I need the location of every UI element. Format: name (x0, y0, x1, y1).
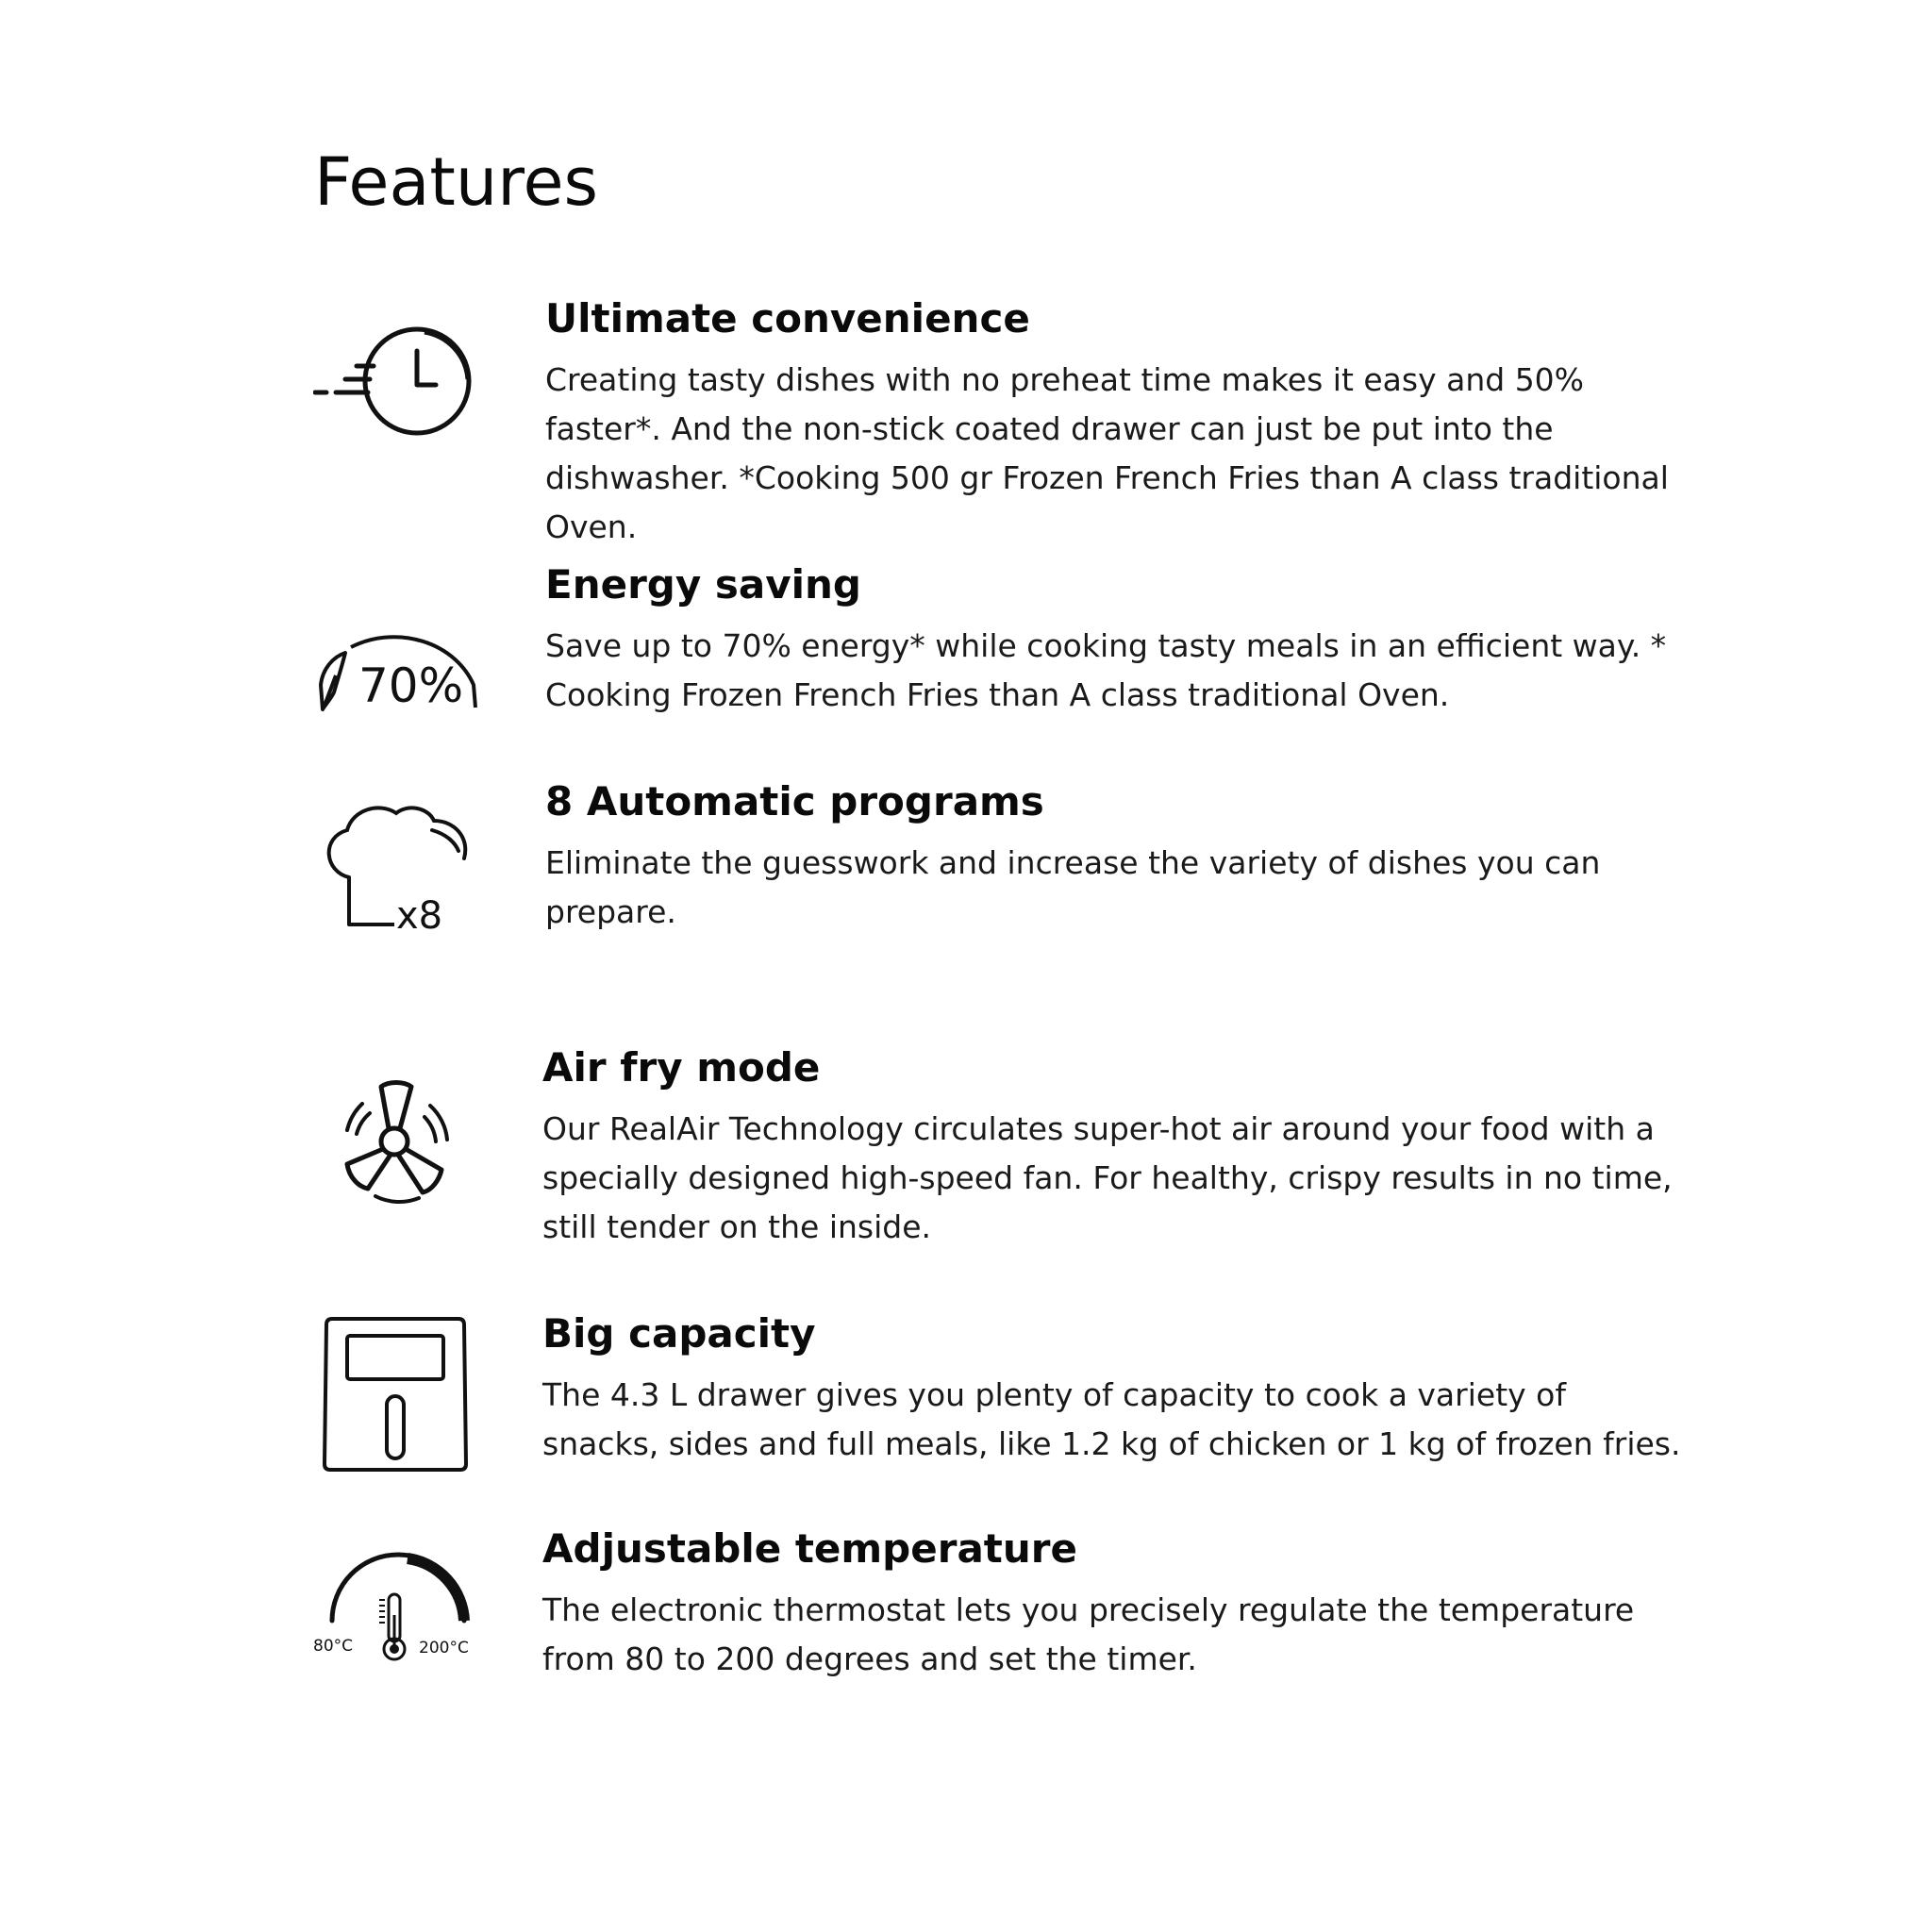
chef-hat-icon (313, 792, 481, 960)
feature-description: Our RealAir Technology circulates super-hot air around your food with a specially designed high-speed fan. For healthy, crispy results in no time, still tender on the inside. (542, 1109, 1673, 1245)
feature-big-capacity (542, 1309, 1684, 1469)
thermometer-gauge-icon (313, 1547, 481, 1715)
feature-description: The 4.3 L drawer gives you plenty of capacity to cook a variety of snacks, sides and full meals, like 1.2 kg of chicken or 1 kg of frozen fries. (542, 1375, 1681, 1462)
feature-title: 8 Automatic programs (545, 778, 1044, 824)
feature-description: The electronic thermostat lets you precisely regulate the temperature from 80 to 200 degrees and set the timer. (542, 1591, 1635, 1677)
feature-description: Eliminate the guesswork and increase the variety of dishes you can prepare. (545, 843, 1601, 930)
feature-ultimate-convenience (545, 294, 1687, 552)
fast-clock-icon (313, 302, 481, 470)
page-title: Features (314, 143, 598, 221)
energy-saving-gauge-icon (313, 581, 481, 749)
energy-percent-label: 70% (358, 658, 464, 713)
feature-air-fry-mode (542, 1043, 1684, 1252)
min-temperature-label: 80°C (313, 1637, 354, 1656)
max-temperature-label: 200°C (419, 1639, 469, 1657)
fan-icon (313, 1055, 481, 1223)
feature-energy-saving (545, 560, 1687, 720)
feature-title: Adjustable temperature (542, 1525, 1077, 1572)
feature-adjustable-temperature (542, 1524, 1684, 1684)
feature-title: Energy saving (545, 561, 861, 608)
feature-title: Air fry mode (542, 1044, 821, 1091)
feature-title: Ultimate convenience (545, 295, 1030, 341)
feature-automatic-programs (545, 777, 1687, 937)
air-fryer-appliance-icon (313, 1311, 481, 1479)
feature-description: Creating tasty dishes with no preheat time makes it easy and 50% faster*. And the non-stick coated drawer can just be put into the dishwasher. *Cooking 500 gr Frozen French Fries than A class traditional Oven. (545, 360, 1669, 545)
feature-description: Save up to 70% energy* while cooking tasty meals in an efficient way. * Cooking Frozen French Fries than A class traditional Oven. (545, 626, 1667, 713)
feature-title: Big capacity (542, 1310, 816, 1357)
programs-count-label: x8 (396, 894, 443, 938)
